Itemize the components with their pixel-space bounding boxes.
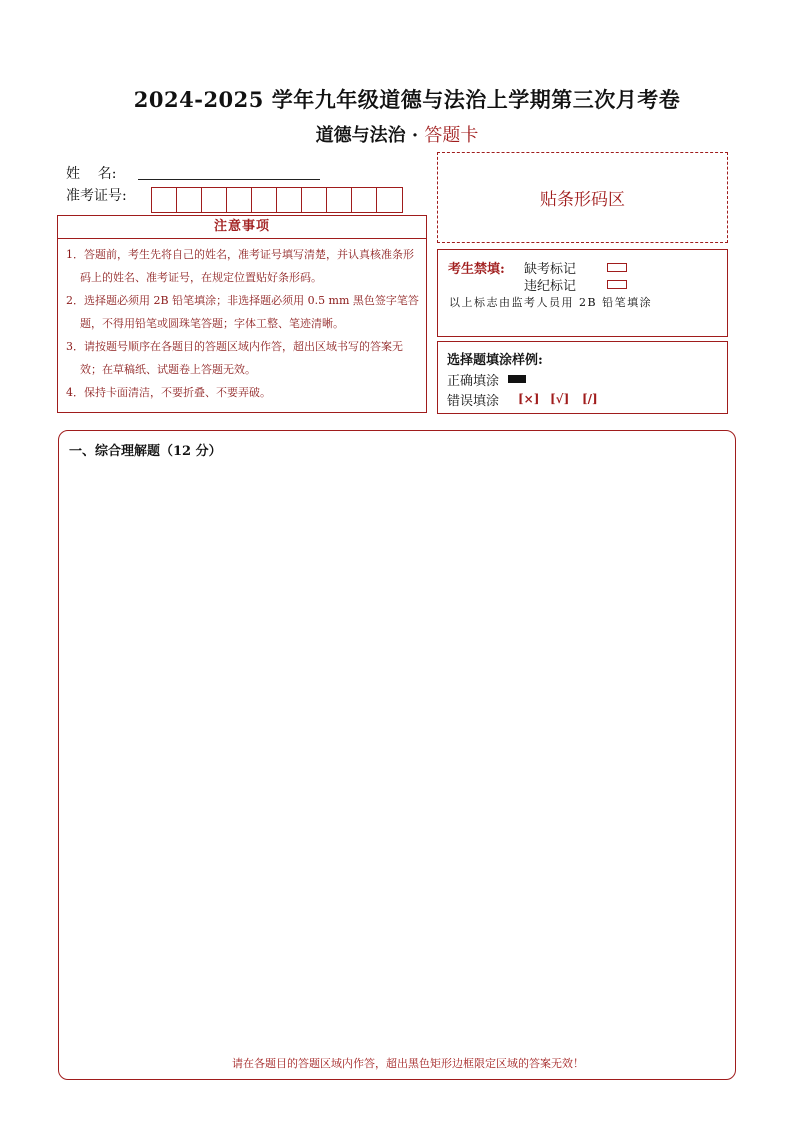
absent-mark-label: 缺考标记 [524,262,577,277]
wrong-mark-check: [√] [550,392,570,406]
answer-footer-note: 请在各题目的答题区域内作答，超出黑色矩形边框限定区域的答案无效！ [232,1057,584,1070]
exam-id-digit-box[interactable] [277,188,302,212]
fill-sample-panel [437,341,728,414]
notice-heading: 注意事项 [58,216,426,239]
notice-item: 2．选择题必须用 2B 铅笔填涂；非选择题必须用 0.5 mm 黑色签字笔答题，不得用铅笔或圆珠笔答题；字体工整、笔迹清晰。 [66,294,419,330]
name-field[interactable] [138,179,320,180]
card-label: 答题卡 [424,125,479,146]
exam-id-digit-box[interactable] [202,188,227,212]
exam-id-digit-box[interactable] [352,188,377,212]
wrong-mark-slash: [/] [582,392,598,406]
correct-fill-mark [508,375,526,383]
answer-area[interactable] [58,430,736,1080]
notice-item: 1．答题前，考生先将自己的姓名，准考证号填写清楚，并认真核准条形码上的姓名、准考证号，在规定位置贴好条形码。 [66,248,414,284]
exam-id-digit-box[interactable] [152,188,177,212]
name-label: 姓 名: [66,166,117,182]
exam-id-label: 准考证号: [66,188,127,204]
page-title: 2024-2025 学年九年级道德与法治上学期第三次月考卷 [133,87,681,112]
barcode-area [437,152,728,243]
section-title: 一、综合理解题（12 分） [69,444,222,459]
notice-panel [57,215,427,413]
card-subtitle [0,121,794,147]
wrong-fill-label: 错误填涂 [447,394,500,409]
correct-fill-label: 正确填涂 [447,374,500,389]
notice-item: 3．请按题号顺序在各题目的答题区域内作答，超出区域书写的答案无效；在草稿纸、试题卷上答题无效。 [66,340,403,376]
forbidden-note: 以上标志由监考人员用 2B 铅笔填涂 [449,296,653,309]
barcode-label: 贴条形码区 [540,190,625,210]
fill-sample-title: 选择题填涂样例: [447,353,543,368]
violation-mark-label: 违纪标记 [524,279,577,294]
wrong-mark-cross: [×] [518,392,540,406]
absent-mark-box[interactable] [607,263,627,272]
exam-id-digit-box[interactable] [377,188,402,212]
notice-item: 4．保持卡面清洁，不要折叠、不要弄破。 [66,386,271,399]
subject-name: 道德与法治 [315,125,406,146]
exam-id-digit-box[interactable] [227,188,252,212]
forbidden-title: 考生禁填: [448,262,505,277]
subtitle-separator: · [411,125,419,146]
exam-id-digit-box[interactable] [252,188,277,212]
exam-id-boxes[interactable] [151,187,403,213]
exam-id-digit-box[interactable] [327,188,352,212]
forbidden-panel [437,249,728,337]
exam-id-digit-box[interactable] [177,188,202,212]
exam-id-digit-box[interactable] [302,188,327,212]
violation-mark-box[interactable] [607,280,627,289]
